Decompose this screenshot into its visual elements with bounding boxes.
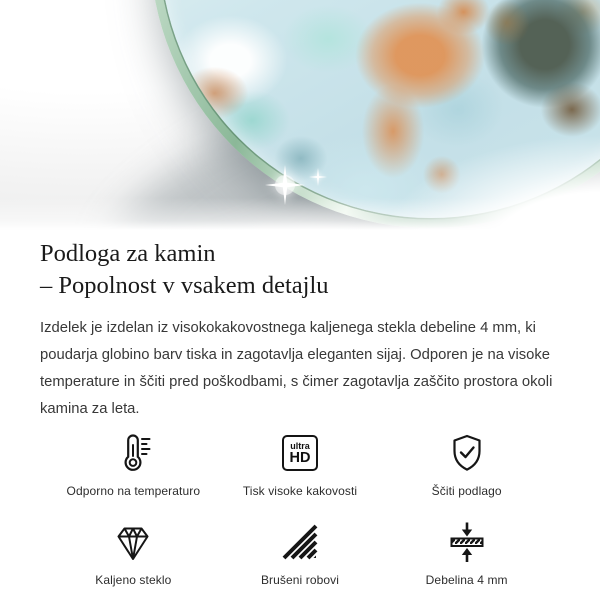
feature-print-quality [217,431,384,498]
ultra-hd-icon [282,431,318,475]
title-line-2: – Popolnost v vsakem detajlu [40,272,329,299]
sparkle-icon [308,167,328,187]
sparkle-icon [263,163,307,207]
shield-check-icon [445,431,489,475]
thermometer-icon [111,431,155,475]
feature-label: Ščiti podlago [431,484,502,498]
thickness-icon [445,520,489,564]
polished-edges-icon [278,520,322,564]
product-image [0,0,600,230]
feature-polished-edges [217,520,384,587]
feature-label: Tisk visoke kakovosti [242,484,358,498]
ultra-hd-text-top: ultra [290,440,310,451]
feature-protection [383,431,550,498]
features-grid [50,431,550,587]
feature-label: Kaljeno steklo [95,573,172,587]
feature-thickness [383,520,550,587]
product-info-section [0,230,600,587]
title-line-1: Podloga za kamin [40,240,216,267]
diamond-icon [111,520,155,564]
feature-temperature [50,431,217,498]
feature-label: Brušeni robovi [260,573,340,587]
feature-tempered-glass [50,520,217,587]
ultra-hd-text-bottom: HD [289,449,311,466]
feature-label: Odporno na temperaturo [66,484,201,498]
feature-label: Debelina 4 mm [425,573,508,587]
page-title [40,238,560,302]
product-description: Izdelek je izdelan iz visokokakovostnega kaljenega stekla debeline 4 mm, ki poudarja globino barv tiska in zagotavlja eleganten sijaj. Odporen je na visoke temperature in ščiti pred poškodbami, s čimer zagotavlja zaščito prostora okoli kamina za leta. [40,320,553,417]
